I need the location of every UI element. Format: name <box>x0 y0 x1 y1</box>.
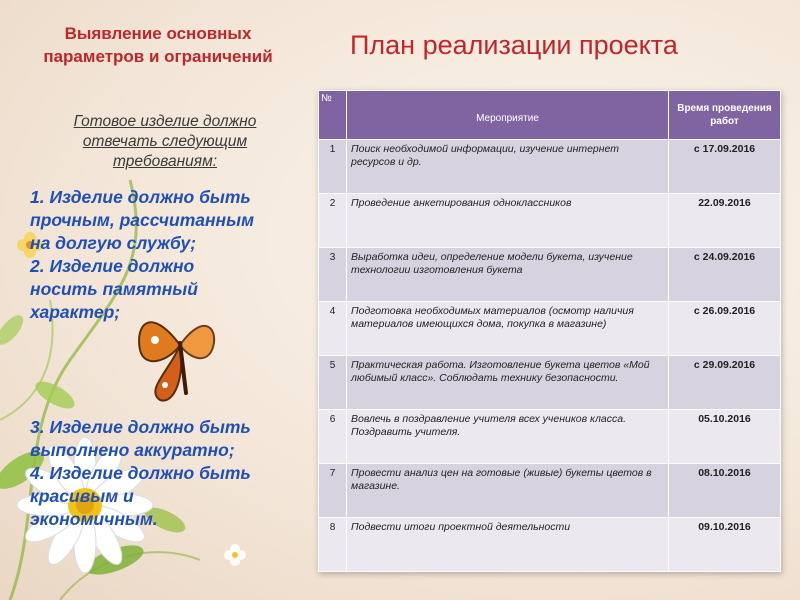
row-activity: Проведение анкетирования одноклассников <box>347 194 669 248</box>
table-header-row <box>319 91 781 140</box>
row-activity: Провести анализ цен на готовые (живые) букеты цветов в магазине. <box>347 464 669 518</box>
row-date: 22.09.2016 <box>669 194 781 248</box>
row-num: 4 <box>319 302 347 356</box>
requirement-item: 2. Изделие должно носить памятный характер; <box>30 256 198 322</box>
row-activity: Практическая работа. Изготовление букета цветов «Мой любимый класс». Соблюдать технику безопасности. <box>347 356 669 410</box>
row-num: 6 <box>319 410 347 464</box>
row-date: с 17.09.2016 <box>669 140 781 194</box>
row-activity: Подвести итоги проектной деятельности <box>347 518 669 572</box>
table-row <box>319 140 781 194</box>
parameters-heading: Выявление основных параметров и ограничений <box>43 24 273 66</box>
table-row <box>319 194 781 248</box>
row-activity: Поиск необходимой информации, изучение интернет ресурсов и др. <box>347 140 669 194</box>
requirements-list <box>30 186 262 531</box>
table-row <box>319 518 781 572</box>
row-activity: Вовлечь в поздравление учителя всех учеников класса. Поздравить учителя. <box>347 410 669 464</box>
row-activity: Подготовка необходимых материалов (осмотр наличия материалов имеющихся дома, покупка в магазине) <box>347 302 669 356</box>
row-date: с 29.09.2016 <box>669 356 781 410</box>
header-num: № <box>319 91 347 140</box>
row-num: 7 <box>319 464 347 518</box>
table-row <box>319 302 781 356</box>
table-row <box>319 356 781 410</box>
row-date: с 24.09.2016 <box>669 248 781 302</box>
row-num: 2 <box>319 194 347 248</box>
table-row <box>319 464 781 518</box>
table-row <box>319 410 781 464</box>
requirements-subtitle: Готовое изделие должно отвечать следующим требованиям: <box>73 113 257 170</box>
requirement-item: 4. Изделие должно быть красивым и экономичным. <box>30 463 251 529</box>
row-date: 09.10.2016 <box>669 518 781 572</box>
row-num: 8 <box>319 518 347 572</box>
row-date: 08.10.2016 <box>669 464 781 518</box>
row-num: 3 <box>319 248 347 302</box>
requirement-item: 1. Изделие должно быть прочным, рассчитанным на долгую службу; <box>30 187 255 253</box>
page-title: План реализации проекта <box>350 30 678 60</box>
row-date: 05.10.2016 <box>669 410 781 464</box>
header-time: Время проведения работ <box>669 91 781 140</box>
row-num: 5 <box>319 356 347 410</box>
table-row <box>319 248 781 302</box>
project-plan-table <box>318 90 781 572</box>
requirement-item: 3. Изделие должно быть выполнено аккуратно; <box>30 417 251 460</box>
row-activity: Выработка идеи, определение модели букета, изучение технологии изготовления букета <box>347 248 669 302</box>
header-activity: Мероприятие <box>347 91 669 140</box>
row-date: с 26.09.2016 <box>669 302 781 356</box>
row-num: 1 <box>319 140 347 194</box>
